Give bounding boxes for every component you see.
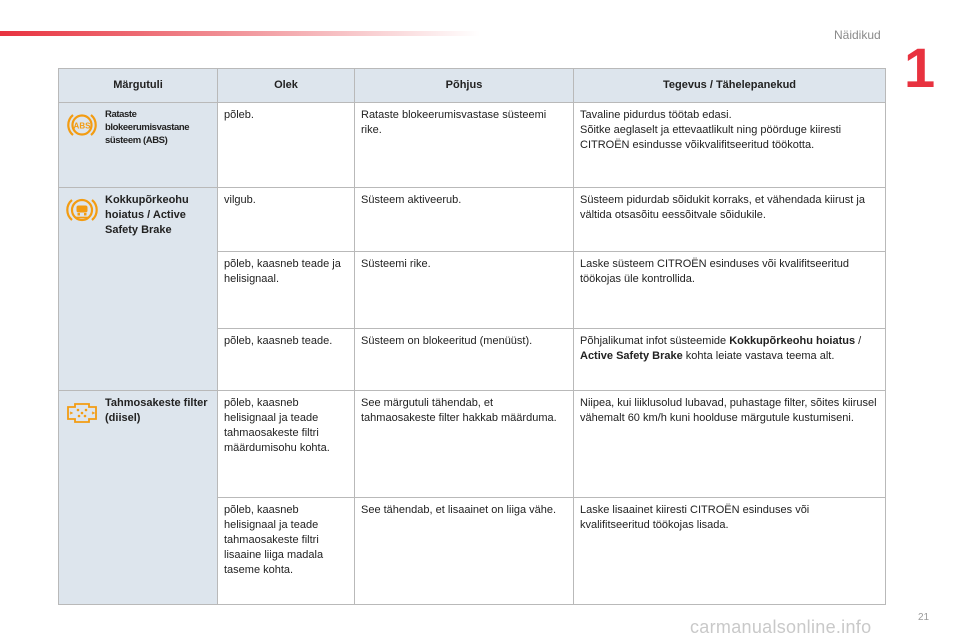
column-header-cause: Põhjus [355,69,574,103]
abs-warning-icon [65,108,99,142]
action-cell: Süsteem pidurdab sõidukit korraks, et vähendada kiirust ja vältida otsasõitu eessõitvale sõidukile. [574,188,886,252]
state-cell: põleb, kaasneb teade. [218,329,355,391]
action-cell: Laske lisaainet kiiresti CITROËN esinduses või kvalifitseeritud töökojas lisada. [574,498,886,605]
lamp-cell-particle-filter [59,391,218,605]
cause-cell: Süsteem on blokeeritud (menüüst). [355,329,574,391]
cause-cell: See tähendab, et lisaainet on liiga vähe. [355,498,574,605]
column-header-state: Olek [218,69,355,103]
cause-cell: Süsteem aktiveerub. [355,188,574,252]
table-row [59,188,886,252]
table-header-row [59,69,886,103]
chapter-number: 1 [904,36,936,99]
state-cell: põleb, kaasneb helisignaal ja teade tahmaosakeste filtri lisaaine liiga madala taseme kohta. [218,498,355,605]
lamp-name: Tahmosakeste filter (diisel) [105,397,208,424]
action-text: Põhjalikumat infot süsteemide [580,335,730,347]
page-number: 21 [918,612,930,623]
particle-filter-icon [65,396,99,430]
action-highlight: Kokkupõrkeohu hoiatus [729,335,856,347]
column-header-action: Tegevus / Tähelepanekud [574,69,886,103]
lamp-name: Kokkupõrkeohu hoiatus / Active Safety Brake [105,194,189,236]
svg-text:ABS: ABS [73,121,91,131]
active-safety-brake-icon [65,193,99,227]
state-cell: põleb, kaasneb helisignaal ja teade tahmaosakeste filtri määrdumisohu kohta. [218,391,355,498]
section-title: Näidikud [834,28,881,42]
action-cell [574,103,886,188]
action-text: / [855,335,862,347]
state-cell: põleb. [218,103,355,188]
cause-cell: See märgutuli tähendab, et tahmaosakeste filter hakkab määrduma. [355,391,574,498]
table-row [59,103,886,188]
action-text: Sõitke aeglaselt ja ettevaatlikult ning pöörduge kiiresti CITROËN esindusse võikvalifitseeritud töökotta. [580,124,842,151]
action-text: kohta leiate vastava teema alt. [682,350,835,362]
cause-cell: Süsteemi rike. [355,252,574,329]
action-text: Tavaline pidurdus töötab edasi. [580,109,732,121]
action-cell: Laske süsteem CITROËN esinduses või kvalifitseeritud töökojas üle kontrollida. [574,252,886,329]
lamp-cell-abs [59,103,218,188]
warning-lamps-table [58,68,886,605]
lamp-name: Rataste blokeerumisvastane süsteem (ABS) [105,109,190,146]
lamp-cell-active-safety-brake [59,188,218,391]
action-cell: Niipea, kui liiklusolud lubavad, puhastage filter, sõites kiirusel vähemalt 60 km/h kuni hoolduse märgutule kustumiseni. [574,391,886,498]
table-row [59,391,886,498]
action-cell [574,329,886,391]
column-header-lamp: Märgutuli [59,69,218,103]
cause-cell: Rataste blokeerumisvastase süsteemi rike. [355,103,574,188]
state-cell: põleb, kaasneb teade ja helisignaal. [218,252,355,329]
state-cell: vilgub. [218,188,355,252]
header-accent-bar [0,31,480,36]
action-highlight: Active Safety Brake [580,350,683,362]
watermark: carmanualsonline.info [690,617,872,637]
